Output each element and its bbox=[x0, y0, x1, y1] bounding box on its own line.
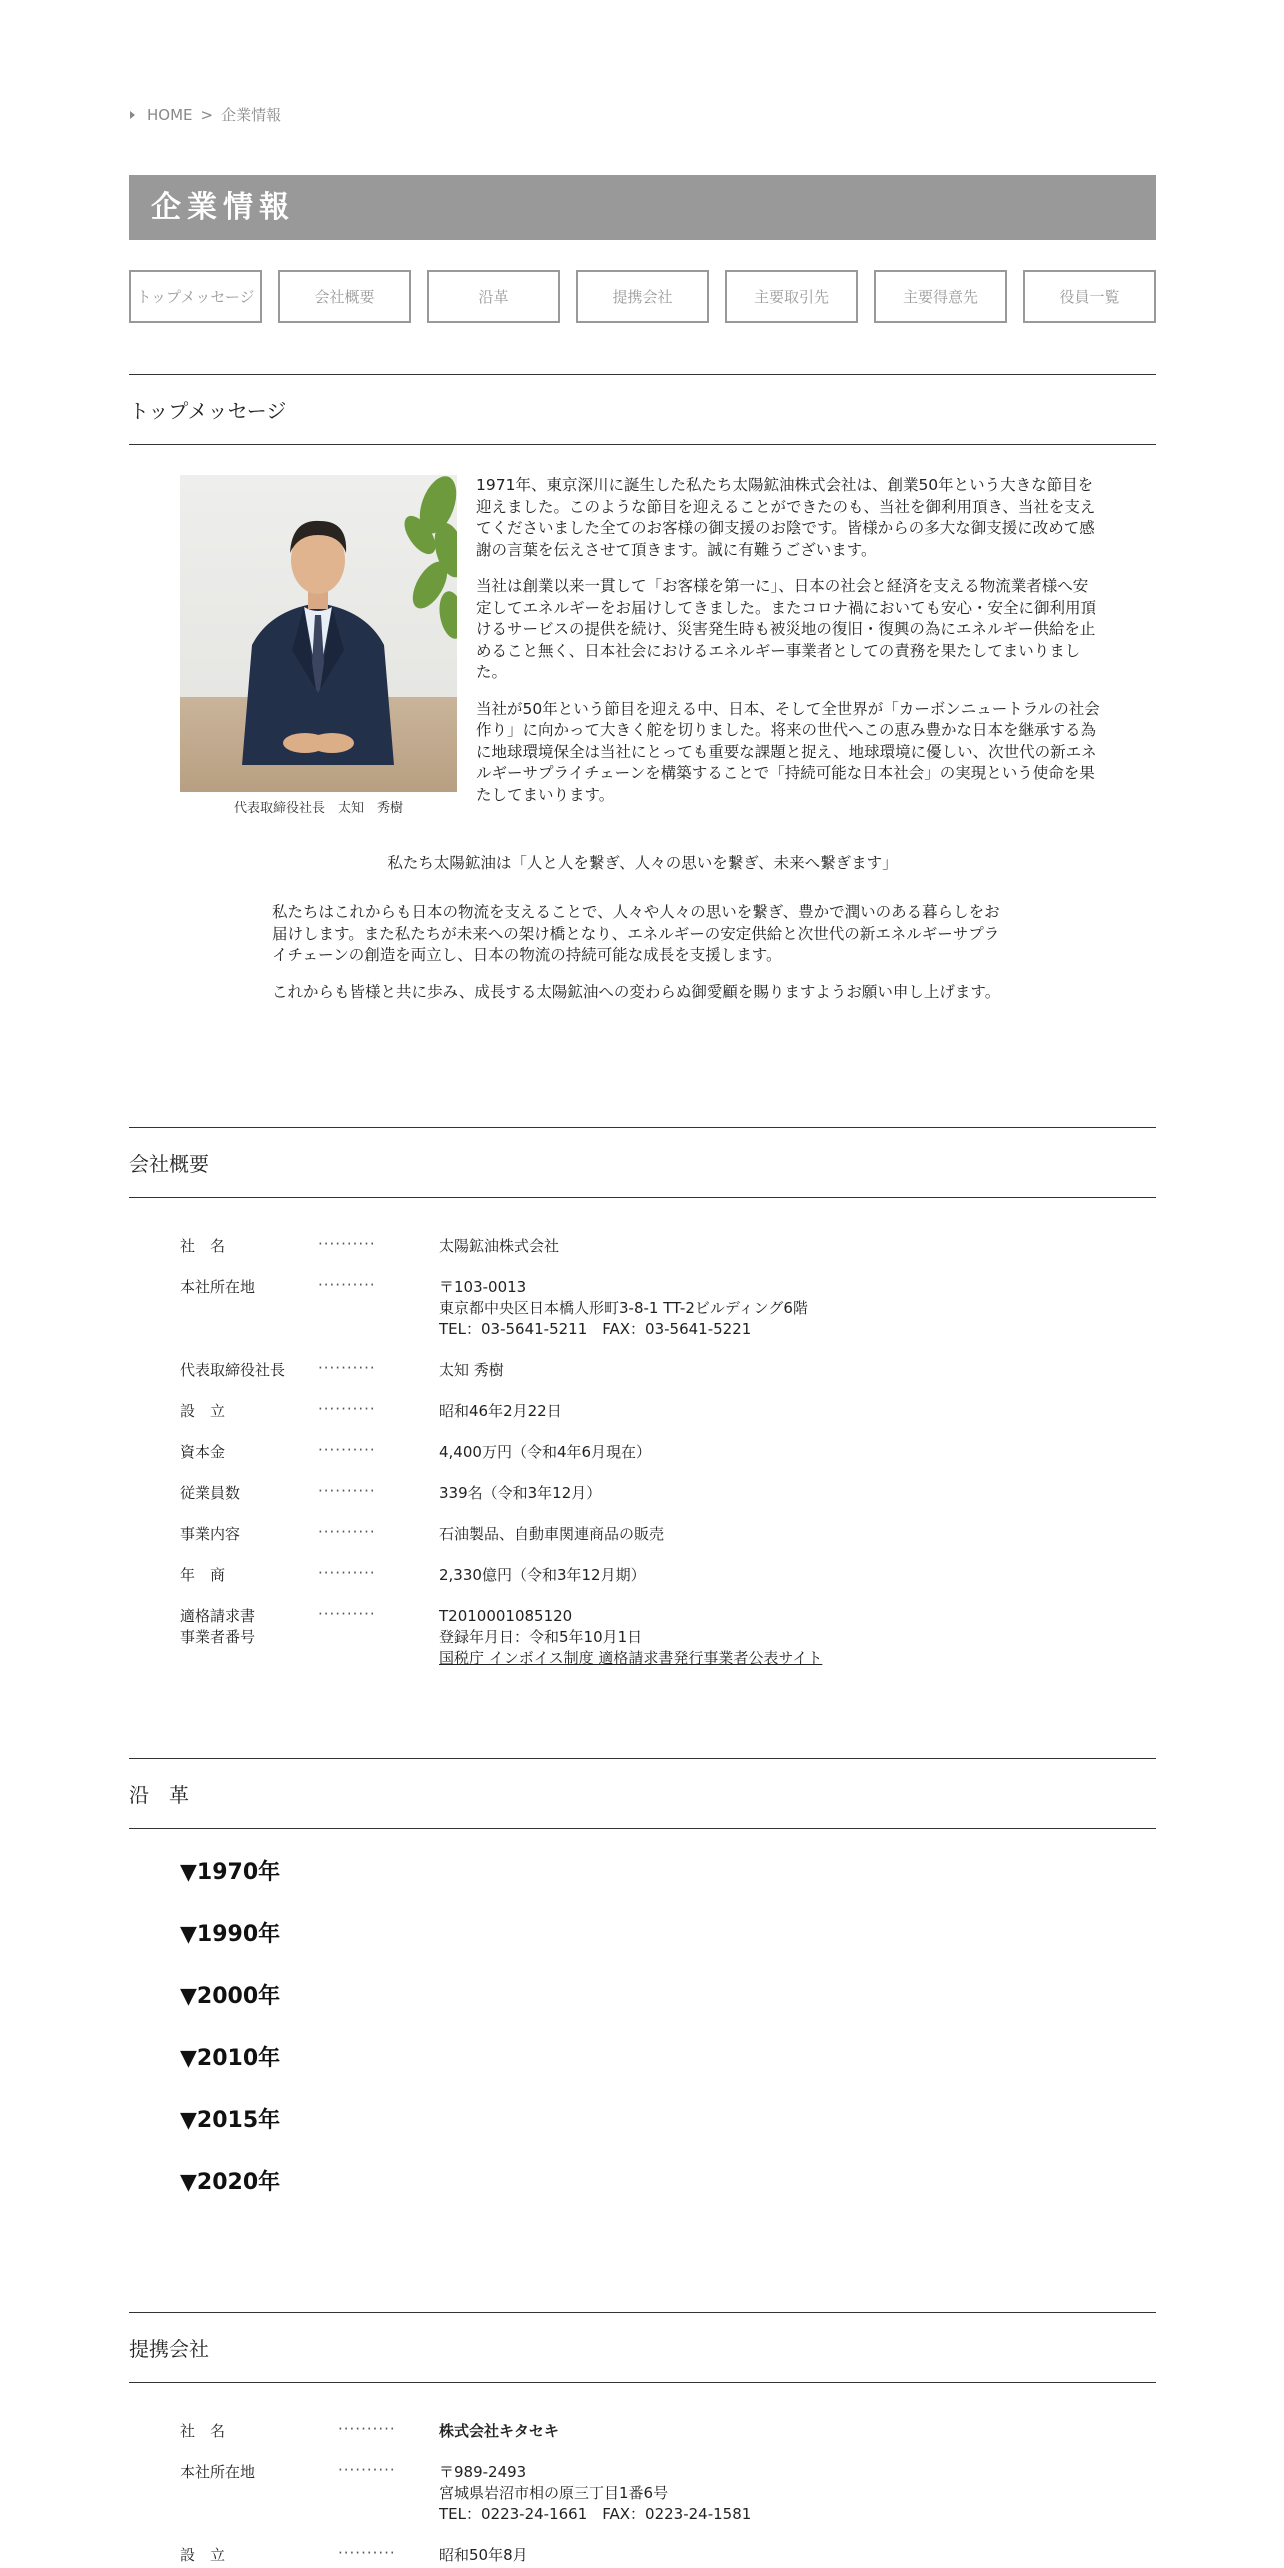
page-title: 企業情報 bbox=[129, 175, 1156, 240]
address-line: 東京都中央区日本橋人形町3-8-1 TT-2ビルディング6階 bbox=[439, 1299, 808, 1317]
top-message-paragraph: 1971年、東京深川に誕生した私たち太陽鉱油株式会社は、創業50年という大きな節目を迎えました。このような節目を迎えることができたのも、当社を御利用頂き、当社を支えてくださいました全てのお客様の御支援のお陰です。皆様からの多大な御支援に改めて感謝の言葉を伝えさせて頂きます。誠に有難うございます。 bbox=[476, 476, 1096, 559]
top-message-slogan: 私たち太陽鉱油は「人と人を繋ぎ、人々の思いを繋ぎ、未来へ繋ぎます」 bbox=[387, 854, 898, 872]
row-label: 設 立 bbox=[180, 2546, 226, 2564]
row-label: 事業内容 bbox=[180, 1525, 241, 1543]
breadcrumb-current: 企業情報 bbox=[221, 106, 282, 124]
row-label: 本社所在地 bbox=[180, 1278, 256, 1296]
phone-fax: TEL：03-5641-5211 FAX：03-5641-5221 bbox=[439, 1320, 752, 1338]
top-message-closing-paragraph: これからも皆様と共に歩み、成長する太陽鉱油への変わらぬ御愛顧を賜りますようお願い申し上げます。 bbox=[272, 982, 1001, 1001]
invoice-registry-link[interactable]: 国税庁 インボイス制度 適格請求書発行事業者公表サイト bbox=[439, 1649, 823, 1667]
tab-executives[interactable]: 役員一覧 bbox=[1023, 270, 1156, 323]
history-year-list bbox=[180, 1858, 280, 2230]
breadcrumb bbox=[130, 104, 281, 125]
row-label: 従業員数 bbox=[180, 1484, 241, 1502]
row-value: 2,330億円（令和3年12月期） bbox=[439, 1566, 646, 1584]
row-label bbox=[180, 1606, 320, 1648]
president-photo bbox=[180, 475, 457, 792]
tab-history[interactable]: 沿革 bbox=[427, 270, 560, 323]
tab-company-overview[interactable]: 会社概要 bbox=[278, 270, 411, 323]
row-value: 太知 秀樹 bbox=[439, 1361, 504, 1379]
section-heading-partners: 提携会社 bbox=[129, 2312, 1156, 2383]
tab-main-suppliers[interactable]: 主要取引先 bbox=[725, 270, 858, 323]
row-value: 4,400万円（令和4年6月現在） bbox=[439, 1443, 652, 1461]
tab-top-message[interactable]: トップメッセージ bbox=[129, 270, 262, 323]
row-dots: ·········· bbox=[318, 1359, 376, 1377]
section-tabs bbox=[129, 270, 1156, 323]
history-year-toggle-2015[interactable]: ▼2015年 bbox=[180, 2108, 281, 2133]
section-heading-company-overview: 会社概要 bbox=[129, 1127, 1156, 1198]
history-year-toggle-2010[interactable]: ▼2010年 bbox=[180, 2046, 281, 2071]
row-label: 年 商 bbox=[180, 1566, 226, 1584]
top-message-body bbox=[476, 475, 1101, 821]
row-dots: ·········· bbox=[318, 1523, 376, 1541]
row-label: 社 名 bbox=[180, 1237, 226, 1255]
row-label: 代表取締役社長 bbox=[180, 1361, 286, 1379]
row-value: 太陽鉱油株式会社 bbox=[439, 1237, 560, 1255]
row-dots: ·········· bbox=[338, 2420, 396, 2438]
row-value bbox=[439, 1606, 959, 1669]
row-dots: ·········· bbox=[318, 1482, 376, 1500]
row-value: 石油製品、自動車関連商品の販売 bbox=[439, 1525, 665, 1543]
row-dots: ·········· bbox=[318, 1400, 376, 1418]
phone-fax: TEL：0223-24-1661 FAX：0223-24-1581 bbox=[439, 2505, 752, 2523]
row-label-line: 事業者番号 bbox=[180, 1628, 256, 1646]
top-message-paragraph: 当社が50年という節目を迎える中、日本、そして全世界が「カーボンニュートラルの社会作り」に向かって大きく舵を切りました。将来の世代へこの恵み豊かな日本を継承する為に地球環境保全は当社にとっても重要な課題と捉え、地球環境に優しい、次世代の新エネルギーサプライチェーンを構築することで「持続可能な日本社会」の実現という使命を果たしてまいります。 bbox=[476, 699, 1100, 804]
history-year-toggle-2020[interactable]: ▼2020年 bbox=[180, 2170, 281, 2195]
section-heading-top-message: トップメッセージ bbox=[129, 374, 1156, 445]
row-dots: ·········· bbox=[318, 1441, 376, 1459]
row-dots: ·········· bbox=[318, 1235, 376, 1253]
postal-code: 〒103-0013 bbox=[439, 1278, 527, 1296]
history-year-toggle-1990[interactable]: ▼1990年 bbox=[180, 1922, 281, 1947]
tab-partners[interactable]: 提携会社 bbox=[576, 270, 709, 323]
row-label: 本社所在地 bbox=[180, 2463, 256, 2481]
row-value: 株式会社キタセキ bbox=[439, 2422, 559, 2440]
row-dots: ·········· bbox=[338, 2461, 396, 2479]
top-message-paragraph: 当社は創業以来一貫して「お客様を第一に」、日本の社会と経済を支える物流業者様へ安定してエネルギーをお届けしてきました。またコロナ禍においても安心・安全に御利用頂けるサービスの提供を続け、災害発生時も被災地の復旧・復興の為にエネルギー供給を止めること無く、日本社会におけるエネルギー事業者としての責務を果たしてまいりました。 bbox=[476, 577, 1097, 681]
photo-caption: 代表取締役社長 太知 秀樹 bbox=[233, 801, 403, 816]
section-heading-history: 沿 革 bbox=[129, 1758, 1156, 1829]
history-year-toggle-2000[interactable]: ▼2000年 bbox=[180, 1984, 281, 2009]
address-line: 宮城県岩沼市相の原三丁目1番6号 bbox=[439, 2484, 669, 2502]
row-value bbox=[439, 2462, 959, 2525]
row-dots: ·········· bbox=[338, 2544, 396, 2562]
history-year-toggle-1970[interactable]: ▼1970年 bbox=[180, 1860, 281, 1885]
breadcrumb-arrow-icon bbox=[130, 111, 135, 119]
tab-main-customers[interactable]: 主要得意先 bbox=[874, 270, 1007, 323]
row-label: 設 立 bbox=[180, 1402, 226, 1420]
breadcrumb-separator: > bbox=[200, 105, 214, 124]
invoice-number: T2010001085120 bbox=[439, 1607, 573, 1625]
row-dots: ·········· bbox=[318, 1276, 376, 1294]
row-dots: ·········· bbox=[318, 1564, 376, 1582]
row-value: 339名（令和3年12月） bbox=[439, 1484, 602, 1502]
row-label: 社 名 bbox=[180, 2422, 226, 2440]
top-message-closing bbox=[272, 902, 1014, 1018]
row-value: 昭和46年2月22日 bbox=[439, 1402, 562, 1420]
row-value bbox=[439, 1277, 959, 1340]
row-value: 昭和50年8月 bbox=[439, 2546, 528, 2564]
row-label: 資本金 bbox=[180, 1443, 226, 1461]
registration-date: 登録年月日：令和5年10月1日 bbox=[439, 1628, 643, 1646]
top-message-closing-paragraph: 私たちはこれからも日本の物流を支えることで、人々や人々の思いを繋ぎ、豊かで潤いのある暮らしをお届けします。また私たちが未来への架け橋となり、エネルギーの安定供給と次世代の新エネルギーサプライチェーンの創造を両立し、日本の物流の持続可能な成長を支援します。 bbox=[272, 903, 1000, 964]
postal-code: 〒989-2493 bbox=[439, 2463, 527, 2481]
breadcrumb-home-link[interactable]: HOME bbox=[147, 105, 193, 124]
president-photo-illustration bbox=[180, 475, 457, 792]
row-label-line: 適格請求書 bbox=[180, 1607, 256, 1625]
row-dots: ·········· bbox=[318, 1605, 376, 1623]
